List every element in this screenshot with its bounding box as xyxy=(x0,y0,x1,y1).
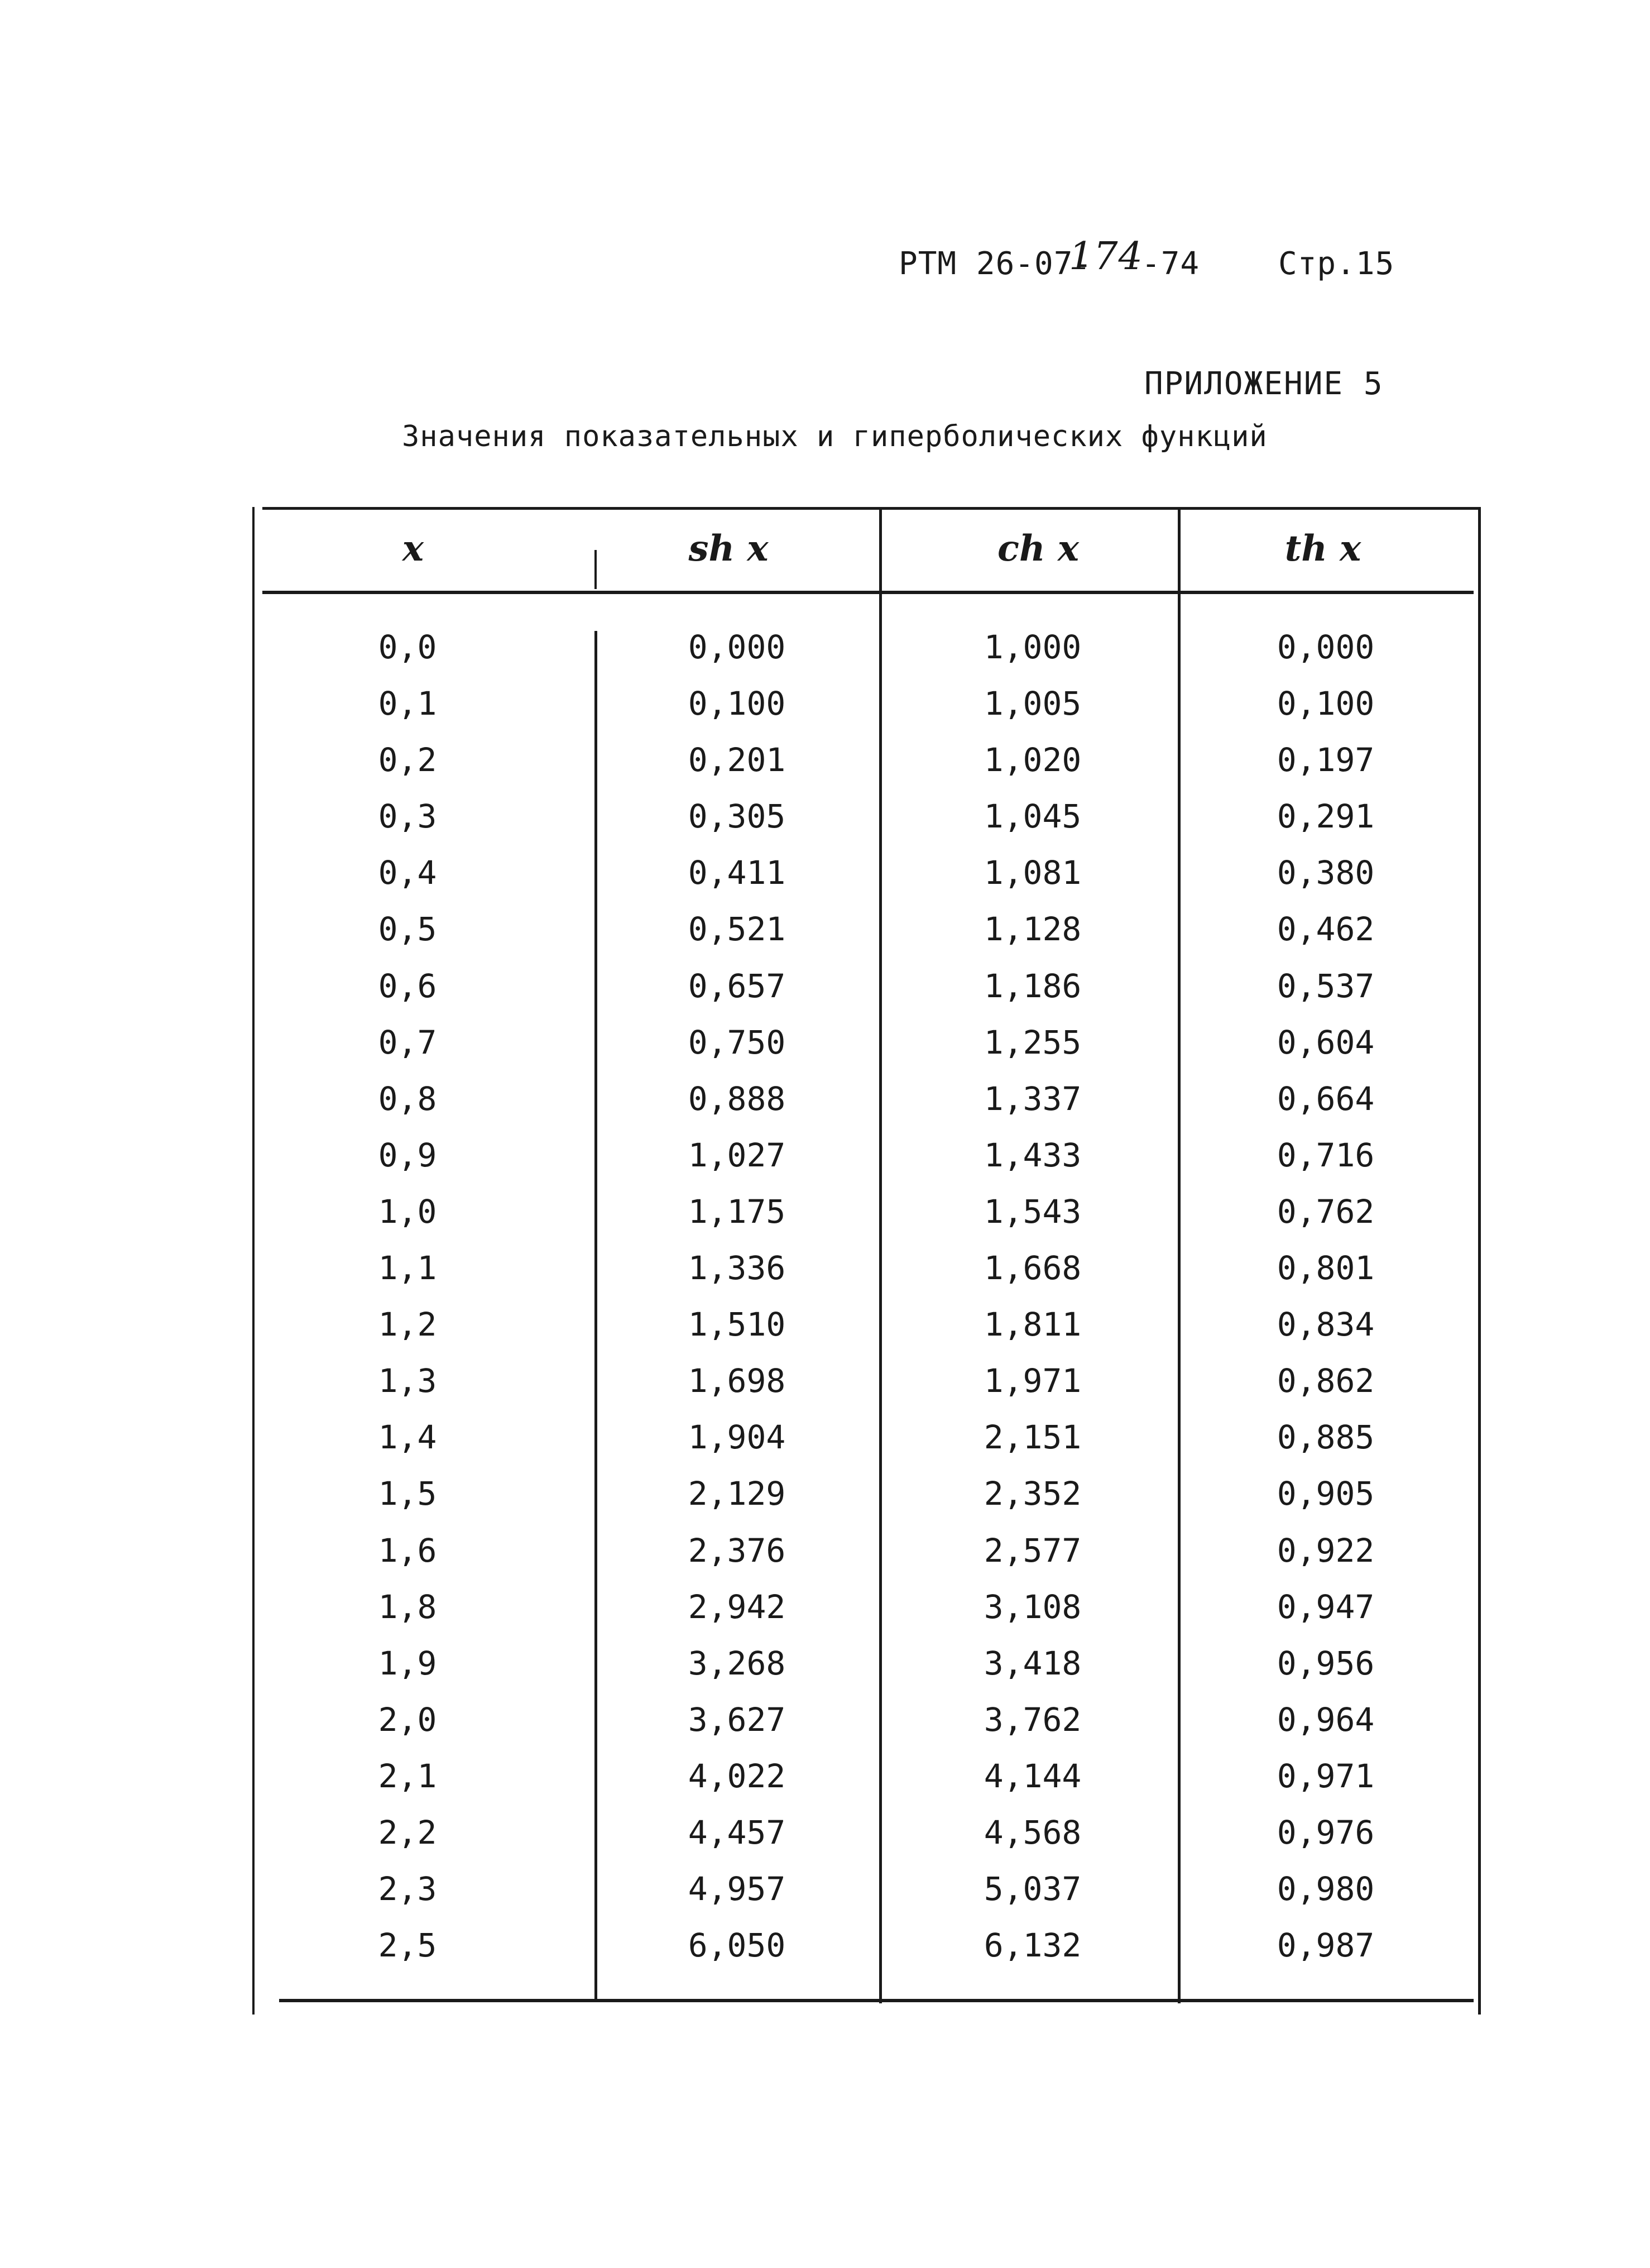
cell-ch: 4,568 xyxy=(984,1813,1082,1851)
table-row xyxy=(0,1415,1650,1472)
cell-ch: 2,151 xyxy=(984,1418,1082,1457)
cell-th: 0,905 xyxy=(1277,1475,1375,1513)
cell-x: 1,9 xyxy=(378,1644,437,1682)
cell-x: 1,3 xyxy=(378,1362,437,1400)
cell-x: 0,6 xyxy=(378,966,437,1005)
table-row xyxy=(0,1754,1650,1811)
cell-sh: 1,510 xyxy=(688,1305,786,1344)
table-row xyxy=(0,1359,1650,1415)
cell-sh: 0,521 xyxy=(688,910,786,949)
cell-th: 0,964 xyxy=(1277,1700,1375,1739)
table-bottom-rule xyxy=(279,1999,1474,2002)
cell-th: 0,976 xyxy=(1277,1813,1375,1851)
cell-sh: 0,100 xyxy=(688,685,786,723)
cell-ch: 4,144 xyxy=(984,1757,1082,1795)
cell-ch: 1,128 xyxy=(984,910,1082,949)
cell-sh: 1,904 xyxy=(688,1418,786,1457)
table-row xyxy=(0,1867,1650,1924)
cell-ch: 3,108 xyxy=(984,1587,1082,1626)
cell-sh: 0,657 xyxy=(688,966,786,1005)
cell-x: 0,9 xyxy=(378,1136,437,1174)
table-row xyxy=(0,1811,1650,1867)
table-row xyxy=(0,1190,1650,1246)
cell-x: 0,8 xyxy=(378,1079,437,1118)
cell-th: 0,980 xyxy=(1277,1870,1375,1908)
cell-sh: 1,336 xyxy=(688,1249,786,1288)
cell-sh: 0,201 xyxy=(688,741,786,779)
cell-x: 1,2 xyxy=(378,1305,437,1344)
cell-th: 0,380 xyxy=(1277,854,1375,892)
cell-x: 2,5 xyxy=(378,1926,437,1965)
cell-sh: 0,750 xyxy=(688,1023,786,1061)
cell-ch: 1,971 xyxy=(984,1362,1082,1400)
cell-ch: 1,005 xyxy=(984,685,1082,723)
cell-th: 0,100 xyxy=(1277,685,1375,723)
cell-th: 0,801 xyxy=(1277,1249,1375,1288)
document-code: РТМ 26-07- xyxy=(899,246,1093,282)
cell-ch: 1,081 xyxy=(984,854,1082,892)
cell-sh: 4,957 xyxy=(688,1870,786,1908)
cell-sh: 0,888 xyxy=(688,1079,786,1118)
cell-sh: 0,411 xyxy=(688,854,786,892)
cell-ch: 1,543 xyxy=(984,1192,1082,1231)
cell-x: 2,0 xyxy=(378,1700,437,1739)
cell-th: 0,987 xyxy=(1277,1926,1375,1965)
cell-th: 0,716 xyxy=(1277,1136,1375,1174)
page-number: Стр.15 xyxy=(1278,246,1395,282)
cell-th: 0,604 xyxy=(1277,1023,1375,1061)
cell-x: 0,0 xyxy=(378,628,437,666)
table-row xyxy=(0,1472,1650,1528)
table-row xyxy=(0,1303,1650,1359)
cell-th: 0,664 xyxy=(1277,1079,1375,1118)
cell-sh: 0,000 xyxy=(688,628,786,666)
cell-x: 0,4 xyxy=(378,854,437,892)
cell-ch: 6,132 xyxy=(984,1926,1082,1965)
cell-sh: 2,376 xyxy=(688,1531,786,1570)
table-row xyxy=(0,1529,1650,1585)
cell-ch: 5,037 xyxy=(984,1870,1082,1908)
table-row xyxy=(0,1698,1650,1754)
table-row xyxy=(0,964,1650,1021)
cell-th: 0,885 xyxy=(1277,1418,1375,1457)
cell-th: 0,197 xyxy=(1277,741,1375,779)
cell-x: 2,2 xyxy=(378,1813,437,1851)
cell-ch: 1,255 xyxy=(984,1023,1082,1061)
table-body xyxy=(0,625,1650,1980)
cell-x: 1,0 xyxy=(378,1192,437,1231)
table-row xyxy=(0,625,1650,682)
cell-th: 0,922 xyxy=(1277,1531,1375,1570)
cell-ch: 1,020 xyxy=(984,741,1082,779)
cell-th: 0,291 xyxy=(1277,797,1375,836)
cell-th: 0,537 xyxy=(1277,966,1375,1005)
table-top-rule xyxy=(262,507,1479,510)
table-row xyxy=(0,851,1650,907)
cell-ch: 1,668 xyxy=(984,1249,1082,1288)
cell-th: 0,956 xyxy=(1277,1644,1375,1682)
cell-th: 0,000 xyxy=(1277,628,1375,666)
table-row xyxy=(0,1077,1650,1133)
table-row xyxy=(0,1924,1650,1980)
column-header-sh: sh x xyxy=(688,528,769,570)
cell-sh: 0,305 xyxy=(688,797,786,836)
cell-x: 0,5 xyxy=(378,910,437,949)
table-row xyxy=(0,1133,1650,1190)
cell-x: 0,7 xyxy=(378,1023,437,1061)
cell-sh: 1,175 xyxy=(688,1192,786,1231)
cell-ch: 1,811 xyxy=(984,1305,1082,1344)
cell-ch: 1,186 xyxy=(984,966,1082,1005)
cell-sh: 3,268 xyxy=(688,1644,786,1682)
cell-sh: 2,942 xyxy=(688,1587,786,1626)
column-header-x: x xyxy=(402,528,424,570)
document-number: 174 xyxy=(1069,235,1143,279)
document-year: -74 xyxy=(1141,246,1200,282)
cell-ch: 3,418 xyxy=(984,1644,1082,1682)
cell-x: 0,3 xyxy=(378,797,437,836)
cell-th: 0,971 xyxy=(1277,1757,1375,1795)
cell-x: 2,3 xyxy=(378,1870,437,1908)
cell-ch: 2,352 xyxy=(984,1475,1082,1513)
column-header-th: th x xyxy=(1284,528,1361,570)
cell-ch: 2,577 xyxy=(984,1531,1082,1570)
table-row xyxy=(0,907,1650,964)
cell-sh: 1,698 xyxy=(688,1362,786,1400)
cell-x: 0,2 xyxy=(378,741,437,779)
cell-ch: 1,337 xyxy=(984,1079,1082,1118)
column-header-ch: ch x xyxy=(997,528,1079,570)
cell-sh: 3,627 xyxy=(688,1700,786,1739)
cell-x: 1,8 xyxy=(378,1587,437,1626)
cell-sh: 4,457 xyxy=(688,1813,786,1851)
appendix-label: ПРИЛОЖЕНИЕ 5 xyxy=(1144,366,1384,402)
cell-ch: 3,762 xyxy=(984,1700,1082,1739)
table-title: Значения показательных и гиперболических функций xyxy=(402,420,1268,453)
table-row xyxy=(0,738,1650,795)
cell-ch: 1,045 xyxy=(984,797,1082,836)
column-separator xyxy=(594,550,597,589)
table-row xyxy=(0,1642,1650,1698)
table-row xyxy=(0,682,1650,738)
cell-x: 1,6 xyxy=(378,1531,437,1570)
cell-th: 0,462 xyxy=(1277,910,1375,949)
cell-th: 0,862 xyxy=(1277,1362,1375,1400)
cell-sh: 6,050 xyxy=(688,1926,786,1965)
cell-ch: 1,000 xyxy=(984,628,1082,666)
table-header-rule xyxy=(262,591,1474,594)
cell-th: 0,947 xyxy=(1277,1587,1375,1626)
cell-sh: 1,027 xyxy=(688,1136,786,1174)
cell-x: 0,1 xyxy=(378,685,437,723)
table-row xyxy=(0,1246,1650,1303)
cell-th: 0,834 xyxy=(1277,1305,1375,1344)
cell-x: 1,5 xyxy=(378,1475,437,1513)
cell-x: 2,1 xyxy=(378,1757,437,1795)
table-row xyxy=(0,795,1650,851)
cell-sh: 2,129 xyxy=(688,1475,786,1513)
cell-ch: 1,433 xyxy=(984,1136,1082,1174)
cell-x: 1,4 xyxy=(378,1418,437,1457)
table-row xyxy=(0,1585,1650,1642)
cell-sh: 4,022 xyxy=(688,1757,786,1795)
table-row xyxy=(0,1021,1650,1077)
cell-x: 1,1 xyxy=(378,1249,437,1288)
cell-th: 0,762 xyxy=(1277,1192,1375,1231)
